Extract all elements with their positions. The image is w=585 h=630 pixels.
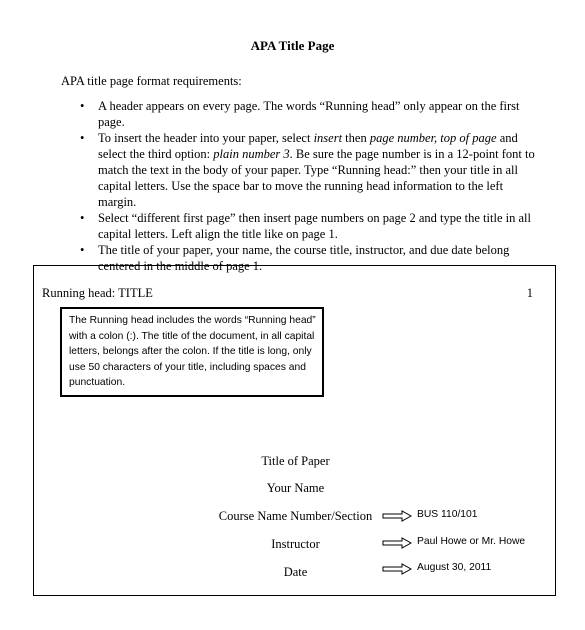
running-head: Running head: TITLE <box>42 286 153 300</box>
intro-text: APA title page format requirements: <box>61 74 242 88</box>
date: Date <box>283 565 308 579</box>
requirement-segment: and <box>496 131 518 145</box>
requirement-line: page. <box>98 115 125 129</box>
list-item <box>80 210 540 242</box>
requirement-line: Select “different first page” then insert page numbers on page 2 and type the title in all <box>98 211 531 225</box>
requirement-line: A header appears on every page. The words “Running head” only appear on the first <box>98 99 520 113</box>
requirement-segment: then <box>342 131 370 145</box>
requirement-segment: select the third option: <box>98 147 214 161</box>
running-head-callout <box>60 307 324 397</box>
requirement-line: capital letters. Left align the title like on page 1. <box>98 227 338 241</box>
course-name: Course Name Number/Section <box>218 509 373 523</box>
requirement-line: centered in the middle of page 1. <box>98 259 263 273</box>
requirement-line: capital letters. Use the space bar to move the running head information to the left margin. <box>98 179 504 209</box>
date-example: August 30, 2011 <box>417 562 492 573</box>
callout-line: letters, belongs after the colon. If the title is long, only <box>69 346 312 358</box>
requirement-line: match the text in the body of your paper. Type “Running head:” then your title in all <box>98 163 518 177</box>
title-of-paper: Title of Paper <box>261 454 330 468</box>
list-item <box>80 98 540 130</box>
requirement-line: The title of your paper, your name, the course title, instructor, and due date belong <box>98 243 510 257</box>
callout-line: The Running head includes the words “Running head” <box>69 315 316 326</box>
callout-line: punctuation. <box>69 377 126 389</box>
requirement-segment: . Be sure the page number is in a 12-point font to <box>289 147 535 161</box>
arrow-right-icon <box>382 510 412 522</box>
sample-title-page <box>33 265 556 596</box>
arrow-right-icon <box>382 563 412 575</box>
bullet-icon: • <box>80 243 85 257</box>
bullet-icon: • <box>80 99 85 113</box>
list-item <box>80 130 540 210</box>
callout-line: use 50 characters of your title, including spaces and <box>69 361 306 373</box>
requirements-list <box>80 98 540 274</box>
page-number: 1 <box>526 286 533 300</box>
requirement-segment: page number, top of page <box>369 131 497 145</box>
instructor-example: Paul Howe or Mr. Howe <box>417 536 526 547</box>
callout-line: with a colon (:). The title of the document, in all capital <box>69 330 315 342</box>
bullet-icon: • <box>80 211 85 225</box>
requirement-segment: insert <box>313 131 343 145</box>
arrow-right-icon <box>382 537 412 549</box>
instructor: Instructor <box>271 537 320 551</box>
bullet-icon: • <box>80 131 85 145</box>
your-name: Your Name <box>266 481 325 495</box>
requirement-segment: plain number 3 <box>213 147 290 161</box>
requirement-segment: To insert the header into your paper, select <box>98 131 314 145</box>
document-title: APA Title Page <box>250 38 335 53</box>
course-example: BUS 110/101 <box>417 509 478 520</box>
